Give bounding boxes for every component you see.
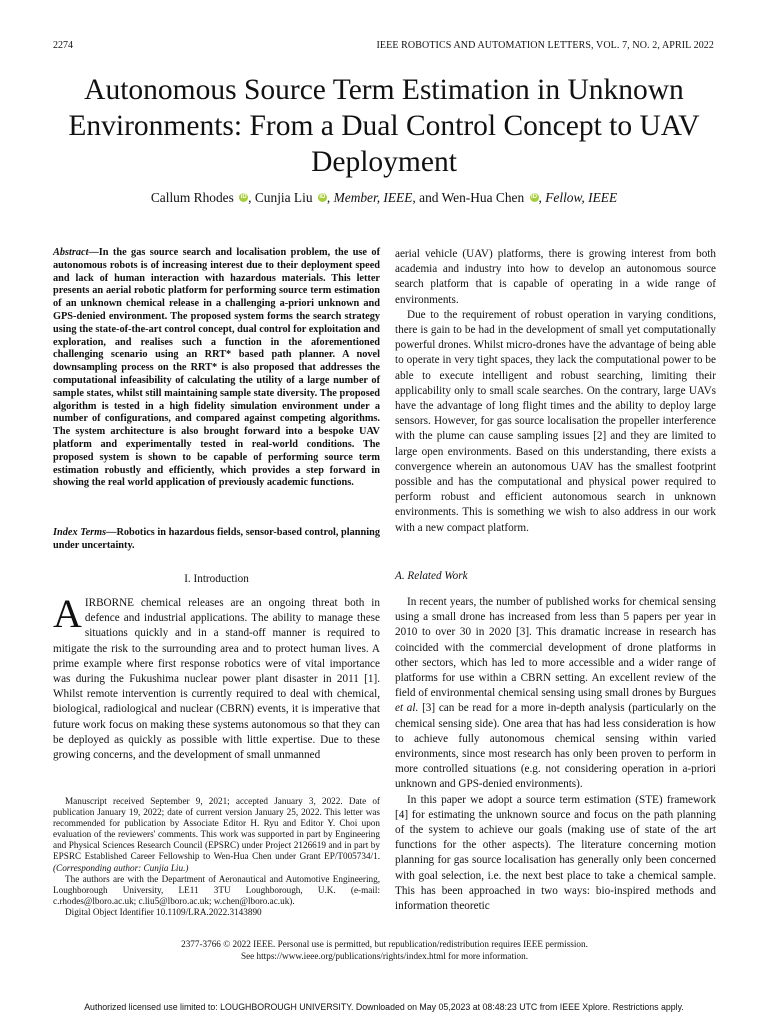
intro-paragraph: IRBORNE chemical releases are an ongoing threat both in defence and industrial applications. The ability to manage these situations quickly and in a stand-off manner is required to mitigate the risk to the surrounding area and to protect human lives. A prime example where first response robotics were of vital importance was during the Fukushima nuclear power plant disaster in 2011 [1]. Whilst remote intervention is currently required to deal with chemical, biological, radiological and nuclear (CBRN) events, it is imperative that future work focus on making these systems autonomous so that they can be deployed as quickly as possible with little expertise. Due to these growing concerns, and the development of small unmanned bbox=[53, 597, 380, 762]
related-work-text bbox=[395, 595, 716, 914]
orcid-icon[interactable]: iD bbox=[531, 194, 538, 200]
introduction-text bbox=[53, 591, 380, 763]
paragraph: In this paper we adopt a source term estimation (STE) framework [4] for estimating the unknown source and focus on the path planning of the system to achieve our goals (making use of state of the art functions for the other aspects). The literature concerning motion planning for gas source localisation has generally only been concerned with goal selection, i.e. the next best place to take a chemical sample. This has been approached in two ways: bio-inspired methods and information theoretic bbox=[395, 793, 716, 913]
copyright-line: 2377-3766 © 2022 IEEE. Personal use is permitted, but republication/redistribution requires IEEE permission. bbox=[181, 939, 588, 949]
abstract-text: —In the gas source search and localisation problem, the use of autonomous robots is of increasing interest due to their deployment speed and lack of human interaction with hazardous materials. This letter presents an aerial robotic platform for performing source term estimation of an unknown chemical release in a challenging a-priori unknown and GPS-denied environment. The proposed system forms the search strategy using the state-of-the-art control concept, dual control for exploitation and exploration, and realises such a function in the aforementioned challenging scenario using an RRT* based path planner. A novel downsampling process on the RRT* is also proposed that addresses the computational infeasibility of calculating the utility of a large number of sample states, whilst still maintaining sample state diversity. The proposed algorithm is tested in a high fidelity simulation environment under a number of configurations, and compared against competing algorithms. The system architecture is also brought forward into a bespoke UAV platform and experimentally tested in real-world conditions. The proposed system is shown to be capable of performing source term estimation robustly and efficiently, which provides a step forward in showing the real world application of previously academic functions. bbox=[53, 247, 380, 489]
subsection-heading: A. Related Work bbox=[395, 570, 468, 582]
orcid-icon[interactable]: iD bbox=[319, 194, 326, 200]
paragraph-part: [3] can be read for a more in-depth analysis (particularly on the chemical sensing side). One area that has had less consideration is how to achieve fully autonomous chemical sensing within varied environments, since most research has only been proven to perform in more controlled situations (e.g. not considering operation in a-priori unknown and GPS-denied environments). bbox=[395, 702, 716, 791]
author-name: Wen-Hua Chen bbox=[441, 190, 525, 205]
journal-header: IEEE ROBOTICS AND AUTOMATION LETTERS, VOL. 7, NO. 2, APRIL 2022 bbox=[376, 40, 714, 51]
page-number: 2274 bbox=[53, 40, 73, 51]
manuscript-info: Manuscript received September 9, 2021; accepted January 3, 2022. Date of publication January 19, 2022; date of current version January 25, 2022. This letter was recommended for publication by Associate Editor H. Ryu and Editor Y. Choi upon evaluation of the reviewers' comments. This work was supported in part by Engineering and Physical Sciences Research Council (EPSRC) under Project 2126619 and in part by EPSRC Established Career Fellowship to Wen-Hua Chen under Grant EP/T005734/1. bbox=[53, 796, 380, 862]
et-al: et al. bbox=[395, 702, 419, 715]
author-list: Callum Rhodes iD , Cunjia Liu iD , Member, IEEE, and Wen-Hua Chen iD , Fellow, IEEE bbox=[150, 190, 618, 205]
paragraph bbox=[395, 595, 716, 793]
affiliation: The authors are with the Department of Aeronautical and Automotive Engineering, Loughborough University, LE11 3TU Loughborough, U.K. (e-mail: c.rhodes@lboro.ac.uk; c.liu5@lboro.ac.uk; w.chen@lboro.ac.uk). bbox=[53, 873, 380, 906]
orcid-icon[interactable]: iD bbox=[240, 194, 247, 200]
index-terms bbox=[53, 527, 380, 553]
license-banner: Authorized licensed use limited to: LOUGHBOROUGH UNIVERSITY. Downloaded on May 05,2023 at 08:48:23 UTC from IEEE Xplore. Restrictions apply. bbox=[84, 1002, 684, 1012]
corresponding-author: (Corresponding author: Cunjia Liu.) bbox=[53, 862, 189, 873]
drop-cap: A bbox=[53, 591, 82, 636]
paragraph-part: In recent years, the number of published works for chemical sensing using a small drone has increased from less than 5 papers per year in 2010 to over 30 in 2020 [3]. This dramatic increase in research has coincided with the commercial development of drone platforms in other sectors, which has led to more accessible and a wider range of platforms for use within a CBRN setting. An excellent review of the field of environmental chemical sensing using small drones by Burgues bbox=[395, 596, 716, 700]
index-terms-label: Index Terms bbox=[53, 527, 107, 538]
copyright-notice bbox=[53, 939, 716, 962]
author-role: Fellow, IEEE bbox=[545, 190, 618, 205]
copyright-link[interactable]: See https://www.ieee.org/publications/rights/index.html for more information. bbox=[240, 950, 529, 961]
paper-title: Autonomous Source Term Estimation in Unknown Environments: From a Dual Control Concept to UAV Deployment bbox=[68, 74, 700, 178]
abstract-label: Abstract bbox=[53, 247, 89, 258]
paragraph: aerial vehicle (UAV) platforms, there is growing interest from both academia and industry into how to develop an autonomous source search platform that is capable of operating in a wide range of environments. bbox=[395, 248, 716, 306]
doi: Digital Object Identifier 10.1109/LRA.2022.3143890 bbox=[65, 906, 262, 917]
section-heading: I. Introduction bbox=[184, 573, 249, 585]
index-terms-text: —Robotics in hazardous fields, sensor-based control, planning under uncertainty. bbox=[53, 527, 380, 551]
abstract bbox=[53, 247, 380, 490]
author-name: Cunjia Liu bbox=[254, 190, 313, 205]
author-conjunction: and bbox=[419, 190, 439, 205]
author-role: Member, IEEE bbox=[333, 190, 413, 205]
right-column-text bbox=[395, 247, 716, 536]
author-name: Callum Rhodes bbox=[150, 190, 234, 205]
footnote bbox=[53, 796, 380, 918]
paragraph: Due to the requirement of robust operation in varying conditions, there is gain to be had in the development of small yet computationally powerful drones. Whilst micro-drones have the advantage of being able to operate in very tight spaces, they lack the computational power to be able to execute intelligent and robust searching, limiting their applicability only to small scale searches. On the contrary, large UAVs have the advantage of long flight times and the ability to deploy large sensors. However, for gas source localisation the propeller interference with the plume can cause sampling issues [2] and they are limited to large open environments. Based on this understanding, there exists a convergence wherein an autonomous UAV has the smallest footprint possible and has the computational and physical power required to perform robust and efficient autonomous search in unknown environments. This is something we wish to also address in our work with a new compact platform. bbox=[395, 308, 716, 534]
